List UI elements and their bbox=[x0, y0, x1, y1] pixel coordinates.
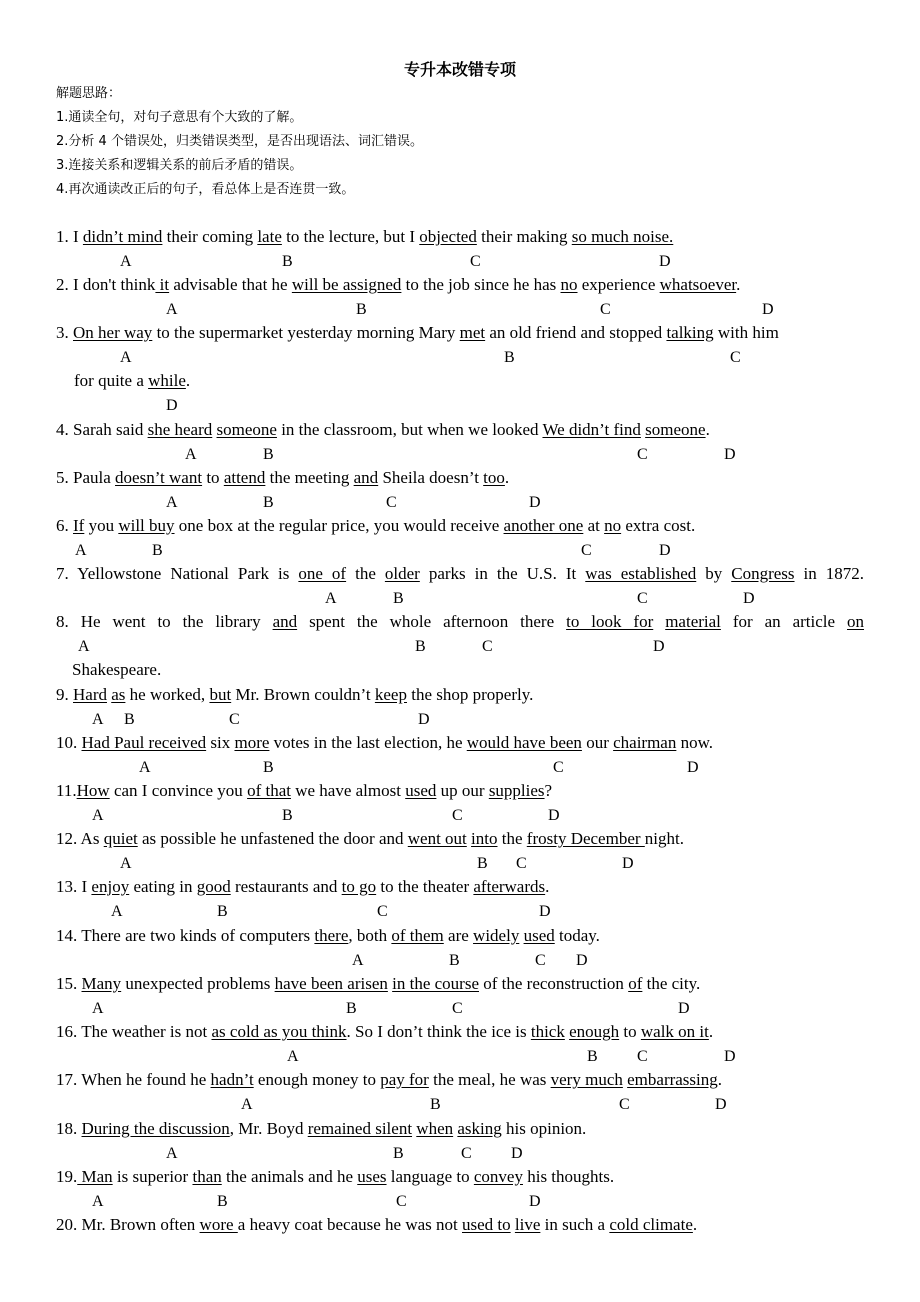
option-a: as cold as you think bbox=[211, 1022, 347, 1041]
label-a: A bbox=[166, 1145, 178, 1162]
label-b: B bbox=[217, 1193, 228, 1210]
tip-step: 4.再次通读改正后的句子，看总体上是否连贯一致。 bbox=[56, 182, 355, 197]
label-a: A bbox=[111, 903, 123, 920]
option-c: another one bbox=[503, 516, 584, 535]
label-b: B bbox=[504, 349, 515, 366]
question-4: 4. Sarah said she heard someone in the classroom, but when we looked We didn’t find someone. bbox=[56, 420, 710, 439]
question-10: 10. Had Paul received six more votes in the last election, he would have been our chairman now. bbox=[56, 733, 714, 752]
question-16: 16. The weather is not as cold as you think. So I don’t think the ice is thick enough to walk on it. bbox=[56, 1022, 714, 1041]
label-d: D bbox=[548, 807, 560, 824]
option-d: convey bbox=[473, 1167, 523, 1186]
label-d: D bbox=[715, 1096, 727, 1113]
option-d: afterwards bbox=[473, 877, 546, 896]
option-d: so much noise. bbox=[571, 227, 674, 246]
option-d: too bbox=[483, 468, 505, 487]
label-c: C bbox=[452, 1000, 463, 1017]
option-b: of that bbox=[247, 781, 291, 800]
option-a: During the discussion bbox=[81, 1119, 230, 1138]
label-c: C bbox=[452, 807, 463, 824]
option-a: she heard bbox=[147, 420, 213, 439]
label-b: B bbox=[449, 952, 460, 969]
option-b: older bbox=[384, 564, 420, 583]
option-b: remained silent bbox=[307, 1119, 413, 1138]
label-d: D bbox=[724, 1048, 736, 1065]
label-d: D bbox=[724, 446, 736, 463]
label-a: A bbox=[78, 638, 90, 655]
label-b: B bbox=[415, 638, 426, 655]
question-9: 9. Hard as he worked, but Mr. Brown couldn’t keep the shop properly. bbox=[56, 685, 534, 704]
option-a: Man bbox=[77, 1167, 113, 1186]
option-a: Many bbox=[81, 974, 122, 993]
option-d: cold climate bbox=[609, 1215, 693, 1234]
question-11: 11.How can I convince you of that we have almost used up our supplies? bbox=[56, 781, 553, 800]
option-c: in the course bbox=[392, 974, 479, 993]
label-a: A bbox=[92, 711, 104, 728]
solving-tips bbox=[56, 82, 423, 202]
option-b: as bbox=[111, 685, 126, 704]
option-b: used to bbox=[462, 1215, 511, 1234]
label-d: D bbox=[418, 711, 430, 728]
question-13: 13. I enjoy eating in good restaurants and to go to the theater afterwards. bbox=[56, 877, 550, 896]
option-b: good bbox=[196, 877, 231, 896]
option-a: How bbox=[76, 781, 110, 800]
option-c: We didn’t find bbox=[542, 420, 641, 439]
option-a: wore bbox=[199, 1215, 238, 1234]
label-a: A bbox=[120, 349, 132, 366]
label-d: D bbox=[743, 590, 755, 607]
label-a: A bbox=[92, 1000, 104, 1017]
question-1: 1. I didn’t mind their coming late to the lecture, but I objected their making so much noise. bbox=[56, 227, 674, 246]
option-a: Hard bbox=[73, 685, 107, 704]
label-b: B bbox=[217, 903, 228, 920]
option-c: objected bbox=[419, 227, 477, 246]
option-d: whatsoever bbox=[659, 275, 737, 294]
label-c: C bbox=[470, 253, 481, 270]
option-c: used bbox=[405, 781, 437, 800]
tip-step: 2.分析 4 个错误处，归类错误类型，是否出现语法、词汇错误。 bbox=[56, 134, 423, 149]
label-a: A bbox=[241, 1096, 253, 1113]
label-b: B bbox=[282, 807, 293, 824]
option-d: keep bbox=[374, 685, 407, 704]
tip-step: 3.连接关系和逻辑关系的前后矛盾的错误。 bbox=[56, 158, 303, 173]
option-d: no bbox=[604, 516, 622, 535]
option-b: to look for bbox=[566, 612, 654, 631]
option-b: attend bbox=[223, 468, 266, 487]
question-2: 2. I don't think it advisable that he will be assigned to the job since he has no experience whatsoever. bbox=[56, 275, 741, 294]
label-c: C bbox=[377, 903, 388, 920]
label-c: C bbox=[461, 1145, 472, 1162]
option-d: chairman bbox=[613, 733, 677, 752]
question-5: 5. Paula doesn’t want to attend the meeting and Sheila doesn’t too. bbox=[56, 468, 510, 487]
option-a: and bbox=[272, 612, 298, 631]
option-d: Congress bbox=[731, 564, 795, 583]
label-a: A bbox=[352, 952, 364, 969]
label-c: C bbox=[535, 952, 546, 969]
label-d: D bbox=[659, 253, 671, 270]
label-d: D bbox=[622, 855, 634, 872]
label-b: B bbox=[263, 759, 274, 776]
option-c: would have been bbox=[466, 733, 582, 752]
option-b: pay for bbox=[380, 1070, 429, 1089]
option-c: to go bbox=[341, 877, 377, 896]
label-a: A bbox=[166, 494, 178, 511]
option-c: talking bbox=[666, 323, 714, 342]
label-b: B bbox=[346, 1000, 357, 1017]
option-d: supplies bbox=[488, 781, 545, 800]
label-a: A bbox=[166, 301, 178, 318]
label-a: A bbox=[120, 253, 132, 270]
label-d: D bbox=[511, 1145, 523, 1162]
question-3: 3. On her way to the supermarket yesterday morning Mary met an old friend and stopped talking with him bbox=[56, 323, 779, 342]
option-a: one of bbox=[298, 564, 347, 583]
label-a: A bbox=[185, 446, 197, 463]
label-b: B bbox=[393, 590, 404, 607]
label-d: D bbox=[529, 494, 541, 511]
option-d: asking bbox=[457, 1119, 502, 1138]
option-c: into bbox=[471, 829, 498, 848]
question-18: 18. During the discussion, Mr. Boyd remained silent when asking his opinion. bbox=[56, 1119, 587, 1138]
option-a: doesn’t want bbox=[115, 468, 203, 487]
question-3-continued: for quite a while. bbox=[74, 371, 191, 390]
label-c: C bbox=[386, 494, 397, 511]
label-a: A bbox=[287, 1048, 299, 1065]
label-c: C bbox=[637, 1048, 648, 1065]
option-c: very much bbox=[550, 1070, 623, 1089]
option-c: material bbox=[665, 612, 721, 631]
option-d: on bbox=[847, 612, 865, 631]
option-c: and bbox=[353, 468, 379, 487]
option-a: hadn’t bbox=[210, 1070, 254, 1089]
question-12: 12. As quiet as possible he unfastened the door and went out into the frosty December night. bbox=[56, 829, 684, 848]
label-d: D bbox=[576, 952, 588, 969]
question-8: 8. He went to the library and spent the whole afternoon there to look for material for an article on bbox=[56, 612, 865, 631]
option-d: of bbox=[628, 974, 643, 993]
tip-step: 1.通读全句，对句子意思有个大致的了解。 bbox=[56, 110, 303, 125]
label-c: C bbox=[516, 855, 527, 872]
option-c: enough bbox=[569, 1022, 620, 1041]
option-d: embarrassing bbox=[627, 1070, 718, 1089]
option-b: someone bbox=[216, 420, 277, 439]
label-a: A bbox=[92, 807, 104, 824]
option-d: frosty December bbox=[526, 829, 645, 848]
option-a: On her way bbox=[73, 323, 153, 342]
label-a: A bbox=[325, 590, 337, 607]
option-d: used bbox=[523, 926, 555, 945]
page-title: 专升本改错专项 bbox=[403, 60, 516, 79]
label-a: A bbox=[75, 542, 87, 559]
question-6: 6. If you will buy one box at the regular price, you would receive another one at no extra cost. bbox=[56, 516, 696, 535]
label-b: B bbox=[430, 1096, 441, 1113]
label-c: C bbox=[637, 590, 648, 607]
label-a: A bbox=[139, 759, 151, 776]
option-c: live bbox=[514, 1215, 541, 1234]
option-c: when bbox=[416, 1119, 454, 1138]
option-d: walk on it bbox=[640, 1022, 709, 1041]
label-c: C bbox=[619, 1096, 630, 1113]
label-c: C bbox=[637, 446, 648, 463]
option-a: it bbox=[155, 275, 170, 294]
label-a: A bbox=[120, 855, 132, 872]
label-b: B bbox=[124, 711, 135, 728]
option-b: went out bbox=[407, 829, 467, 848]
label-c: C bbox=[730, 349, 741, 366]
option-b: of them bbox=[391, 926, 444, 945]
label-b: B bbox=[263, 446, 274, 463]
option-b: have been arisen bbox=[274, 974, 388, 993]
option-a: If bbox=[73, 516, 85, 535]
option-b: late bbox=[257, 227, 282, 246]
option-b: will be assigned bbox=[291, 275, 402, 294]
option-b: than bbox=[192, 1167, 222, 1186]
label-b: B bbox=[152, 542, 163, 559]
label-b: B bbox=[393, 1145, 404, 1162]
label-c: C bbox=[396, 1193, 407, 1210]
label-d: D bbox=[653, 638, 665, 655]
option-c: uses bbox=[357, 1167, 387, 1186]
label-c: C bbox=[229, 711, 240, 728]
label-c: C bbox=[482, 638, 493, 655]
option-d: someone bbox=[645, 420, 706, 439]
tips-heading: 解题思路： bbox=[56, 86, 122, 101]
label-b: B bbox=[356, 301, 367, 318]
label-d: D bbox=[678, 1000, 690, 1017]
question-15: 15. Many unexpected problems have been arisen in the course of the reconstruction of the city. bbox=[56, 974, 701, 993]
option-b: will buy bbox=[118, 516, 175, 535]
label-d: D bbox=[539, 903, 551, 920]
option-a: Had Paul received bbox=[81, 733, 207, 752]
label-d: D bbox=[659, 542, 671, 559]
question-14: 14. There are two kinds of computers there, both of them are widely used today. bbox=[56, 926, 600, 945]
label-d: D bbox=[687, 759, 699, 776]
option-a: there bbox=[314, 926, 349, 945]
label-b: B bbox=[263, 494, 274, 511]
label-d: D bbox=[529, 1193, 541, 1210]
question-8-continued: Shakespeare. bbox=[72, 660, 162, 679]
option-a: quiet bbox=[103, 829, 138, 848]
option-b: more bbox=[234, 733, 270, 752]
label-c: C bbox=[553, 759, 564, 776]
label-b: B bbox=[477, 855, 488, 872]
option-d: while bbox=[148, 371, 186, 390]
option-c: but bbox=[209, 685, 232, 704]
label-c: C bbox=[600, 301, 611, 318]
question-19: 19. Man is superior than the animals and he uses language to convey his thoughts. bbox=[56, 1167, 615, 1186]
label-d: D bbox=[166, 397, 178, 414]
question-20: 20. Mr. Brown often wore a heavy coat because he was not used to live in such a cold climate. bbox=[56, 1215, 698, 1234]
question-17: 17. When he found he hadn’t enough money to pay for the meal, he was very much embarrassing. bbox=[56, 1070, 723, 1089]
option-c: was established bbox=[585, 564, 697, 583]
option-b: thick bbox=[530, 1022, 565, 1041]
label-b: B bbox=[587, 1048, 598, 1065]
option-a: didn’t mind bbox=[82, 227, 163, 246]
option-c: no bbox=[560, 275, 578, 294]
label-b: B bbox=[282, 253, 293, 270]
option-b: met bbox=[459, 323, 486, 342]
label-d: D bbox=[762, 301, 774, 318]
label-c: C bbox=[581, 542, 592, 559]
label-a: A bbox=[92, 1193, 104, 1210]
option-a: enjoy bbox=[91, 877, 130, 896]
option-c: widely bbox=[473, 926, 520, 945]
question-7: 7. Yellowstone National Park is one of the older parks in the U.S. It was established by Congress in 1872. bbox=[56, 564, 865, 583]
